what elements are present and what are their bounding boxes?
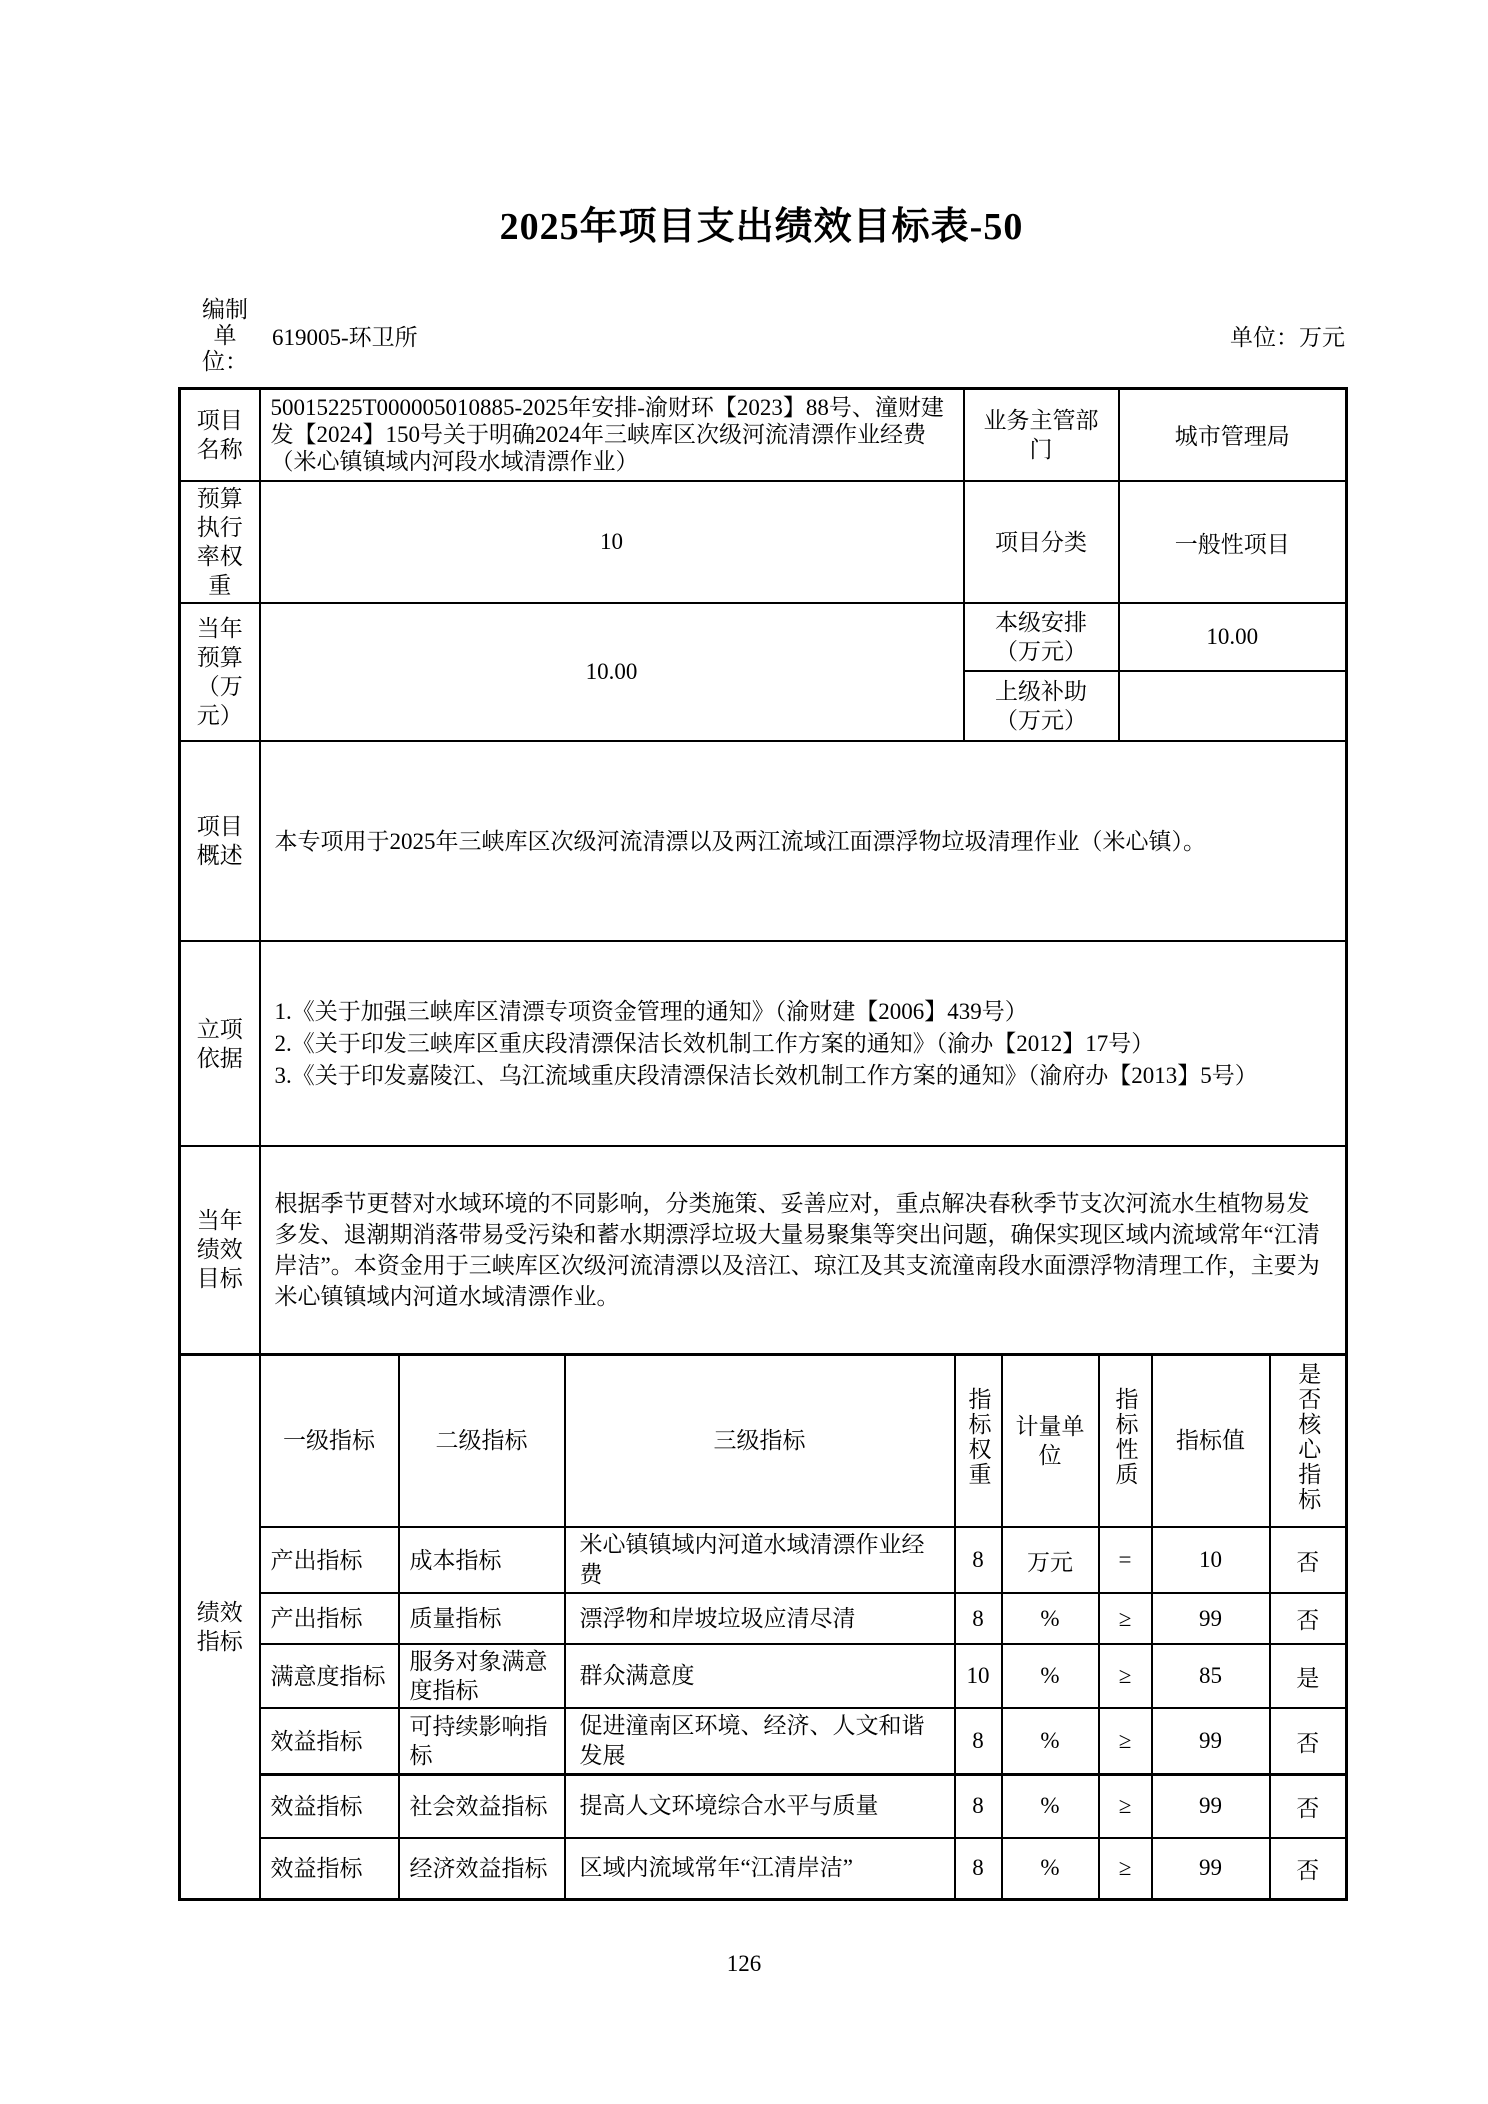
local-arrangement-value: 10.00: [1119, 603, 1347, 671]
row5-level2: 社会效益指标: [399, 1775, 565, 1838]
row6-value: 99: [1152, 1838, 1270, 1900]
row6-level3: 区域内流域常年“江清岸洁”: [565, 1838, 955, 1900]
row1-level1: 产出指标: [260, 1527, 399, 1593]
row1-core: 否: [1270, 1527, 1347, 1593]
page-title: 2025年项目支出绩效目标表-50: [499, 206, 1024, 248]
header-core-text: 是否核心指标: [1295, 1362, 1321, 1513]
header-weight: [955, 1354, 1002, 1527]
basis-label: 立项依据: [180, 941, 260, 1146]
basis-line-1: 1.《关于加强三峡库区清漂专项资金管理的通知》（渝财建【2006】439号）: [274, 998, 1028, 1024]
budget-label: 当年预算（万元）: [180, 603, 260, 741]
row2-core: 否: [1270, 1593, 1347, 1644]
row1-nature: =: [1099, 1527, 1152, 1593]
exec-weight-label: 预算执行率权重: [180, 481, 260, 603]
row4-level1: 效益指标: [260, 1708, 399, 1775]
header-value: 指标值: [1152, 1354, 1270, 1527]
row2-value: 99: [1152, 1593, 1270, 1644]
overview-row: [180, 741, 1347, 941]
row4-core: 否: [1270, 1708, 1347, 1775]
category-label: 项目分类: [964, 481, 1119, 603]
row1-level3: 米心镇镇域内河道水域清漂作业经费: [565, 1527, 955, 1593]
basis-line-2: 2.《关于印发三峡库区重庆段清漂保洁长效机制工作方案的通知》（渝办【2012】17号）: [274, 1030, 1155, 1056]
basis-value: [260, 941, 1347, 1146]
row4-nature: ≥: [1099, 1708, 1152, 1775]
row4-weight: 8: [955, 1708, 1002, 1775]
local-arrangement-label: 本级安排（万元）: [964, 603, 1119, 671]
indicators-section-label: 绩效指标: [180, 1354, 260, 1900]
dept-label-text: 业务主管部门: [983, 407, 1099, 462]
indicator-row: [180, 1527, 1347, 1593]
superior-subsidy-value: [1119, 671, 1347, 741]
row6-nature: ≥: [1099, 1838, 1152, 1900]
row5-unit: %: [1002, 1775, 1099, 1838]
category-value: 一般性项目: [1119, 481, 1347, 603]
indicator-row: [180, 1838, 1347, 1900]
overview-label: 项目概述: [180, 741, 260, 941]
row3-unit: %: [1002, 1644, 1099, 1708]
indicator-row: [180, 1644, 1347, 1708]
project-name-value: 50015225T000005010885-2025年安排-渝财环【2023】88号、潼财建发【2024】150号关于明确2024年三峡库区次级河流清漂作业经费（米心镇镇域内河段水域清漂作业）: [260, 388, 964, 481]
row5-nature: ≥: [1099, 1775, 1152, 1838]
row4-unit: %: [1002, 1708, 1099, 1775]
row3-core: 是: [1270, 1644, 1347, 1708]
header-weight-text: 指标权重: [965, 1387, 991, 1488]
annual-goal-value: 根据季节更替对水域环境的不同影响，分类施策、妥善应对，重点解决春秋季节支次河流水生植物易发多发、退潮期消落带易受污染和蓄水期漂浮垃圾大量易聚集等突出问题，确保实现区域内流域常年“江清岸洁”。本资金用于三峡库区次级河流清漂以及涪江、琼江及其支流潼南段水面漂浮物清理工作，主要为米心镇镇域内河道水域清漂作业。: [260, 1146, 1347, 1354]
header-nature-text: 指标性质: [1112, 1387, 1138, 1488]
project-name-row: [180, 388, 1347, 481]
basis-line-3: 3.《关于印发嘉陵江、乌江流域重庆段清漂保洁长效机制工作方案的通知》（渝府办【2013】5号）: [274, 1062, 1258, 1088]
page-number: 126: [726, 1951, 762, 1977]
budget-weight-row: [180, 481, 1347, 603]
exec-weight-value: 10: [260, 481, 964, 603]
row5-value: 99: [1152, 1775, 1270, 1838]
row4-level2: 可持续影响指标: [399, 1708, 565, 1775]
header-core: [1270, 1354, 1347, 1527]
row3-level2: 服务对象满意度指标: [399, 1644, 565, 1708]
row3-value: 85: [1152, 1644, 1270, 1708]
dept-value: 城市管理局: [1119, 388, 1347, 481]
indicator-row: [180, 1775, 1347, 1838]
row5-weight: 8: [955, 1775, 1002, 1838]
header-level3: 三级指标: [565, 1354, 955, 1527]
budget-row-local: [180, 603, 1347, 671]
row4-level3: 促进潼南区环境、经济、人文和谐发展: [565, 1708, 955, 1775]
superior-subsidy-label: 上级补助（万元）: [964, 671, 1119, 741]
indicators-table: [178, 1353, 1348, 1902]
row3-nature: ≥: [1099, 1644, 1152, 1708]
row1-weight: 8: [955, 1527, 1002, 1593]
indicator-row: [180, 1593, 1347, 1644]
row2-level2: 质量指标: [399, 1593, 565, 1644]
row6-level1: 效益指标: [260, 1838, 399, 1900]
project-info-table: [178, 387, 1348, 1356]
row3-level3: 群众满意度: [565, 1644, 955, 1708]
annual-goal-row: [180, 1146, 1347, 1354]
row2-weight: 8: [955, 1593, 1002, 1644]
row4-value: 99: [1152, 1708, 1270, 1775]
prepared-by-value: 619005-环卫所: [272, 325, 418, 351]
header-unit: 计量单位: [1002, 1354, 1099, 1527]
row6-level2: 经济效益指标: [399, 1838, 565, 1900]
header-nature: [1099, 1354, 1152, 1527]
row3-weight: 10: [955, 1644, 1002, 1708]
row1-value: 10: [1152, 1527, 1270, 1593]
meta-row: [178, 297, 1345, 375]
basis-row: [180, 941, 1347, 1146]
row6-unit: %: [1002, 1838, 1099, 1900]
annual-goal-label: 当年绩效目标: [180, 1146, 260, 1354]
row2-level3: 漂浮物和岸坡垃圾应清尽清: [565, 1593, 955, 1644]
row6-core: 否: [1270, 1838, 1347, 1900]
project-name-label: 项目名称: [180, 388, 260, 481]
row5-core: 否: [1270, 1775, 1347, 1838]
row3-level1: 满意度指标: [260, 1644, 399, 1708]
row2-level1: 产出指标: [260, 1593, 399, 1644]
currency-unit-note: 单位：万元: [1230, 325, 1345, 351]
document-content: [178, 0, 1345, 1901]
indicator-row: [180, 1708, 1347, 1775]
row2-nature: ≥: [1099, 1593, 1152, 1644]
row1-level2: 成本指标: [399, 1527, 565, 1593]
dept-label: [964, 388, 1119, 481]
indicators-header-row: [180, 1354, 1347, 1527]
row6-weight: 8: [955, 1838, 1002, 1900]
header-level2: 二级指标: [399, 1354, 565, 1527]
header-level1: 一级指标: [260, 1354, 399, 1527]
overview-value: 本专项用于2025年三峡库区次级河流清漂以及两江流域江面漂浮物垃圾清理作业（米心镇）。: [260, 741, 1347, 941]
row5-level1: 效益指标: [260, 1775, 399, 1838]
row1-unit: 万元: [1002, 1527, 1099, 1593]
row2-unit: %: [1002, 1593, 1099, 1644]
prepared-by-label: 编制单位：: [202, 296, 248, 374]
row5-level3: 提高人文环境综合水平与质量: [565, 1775, 955, 1838]
budget-value: 10.00: [260, 603, 964, 741]
